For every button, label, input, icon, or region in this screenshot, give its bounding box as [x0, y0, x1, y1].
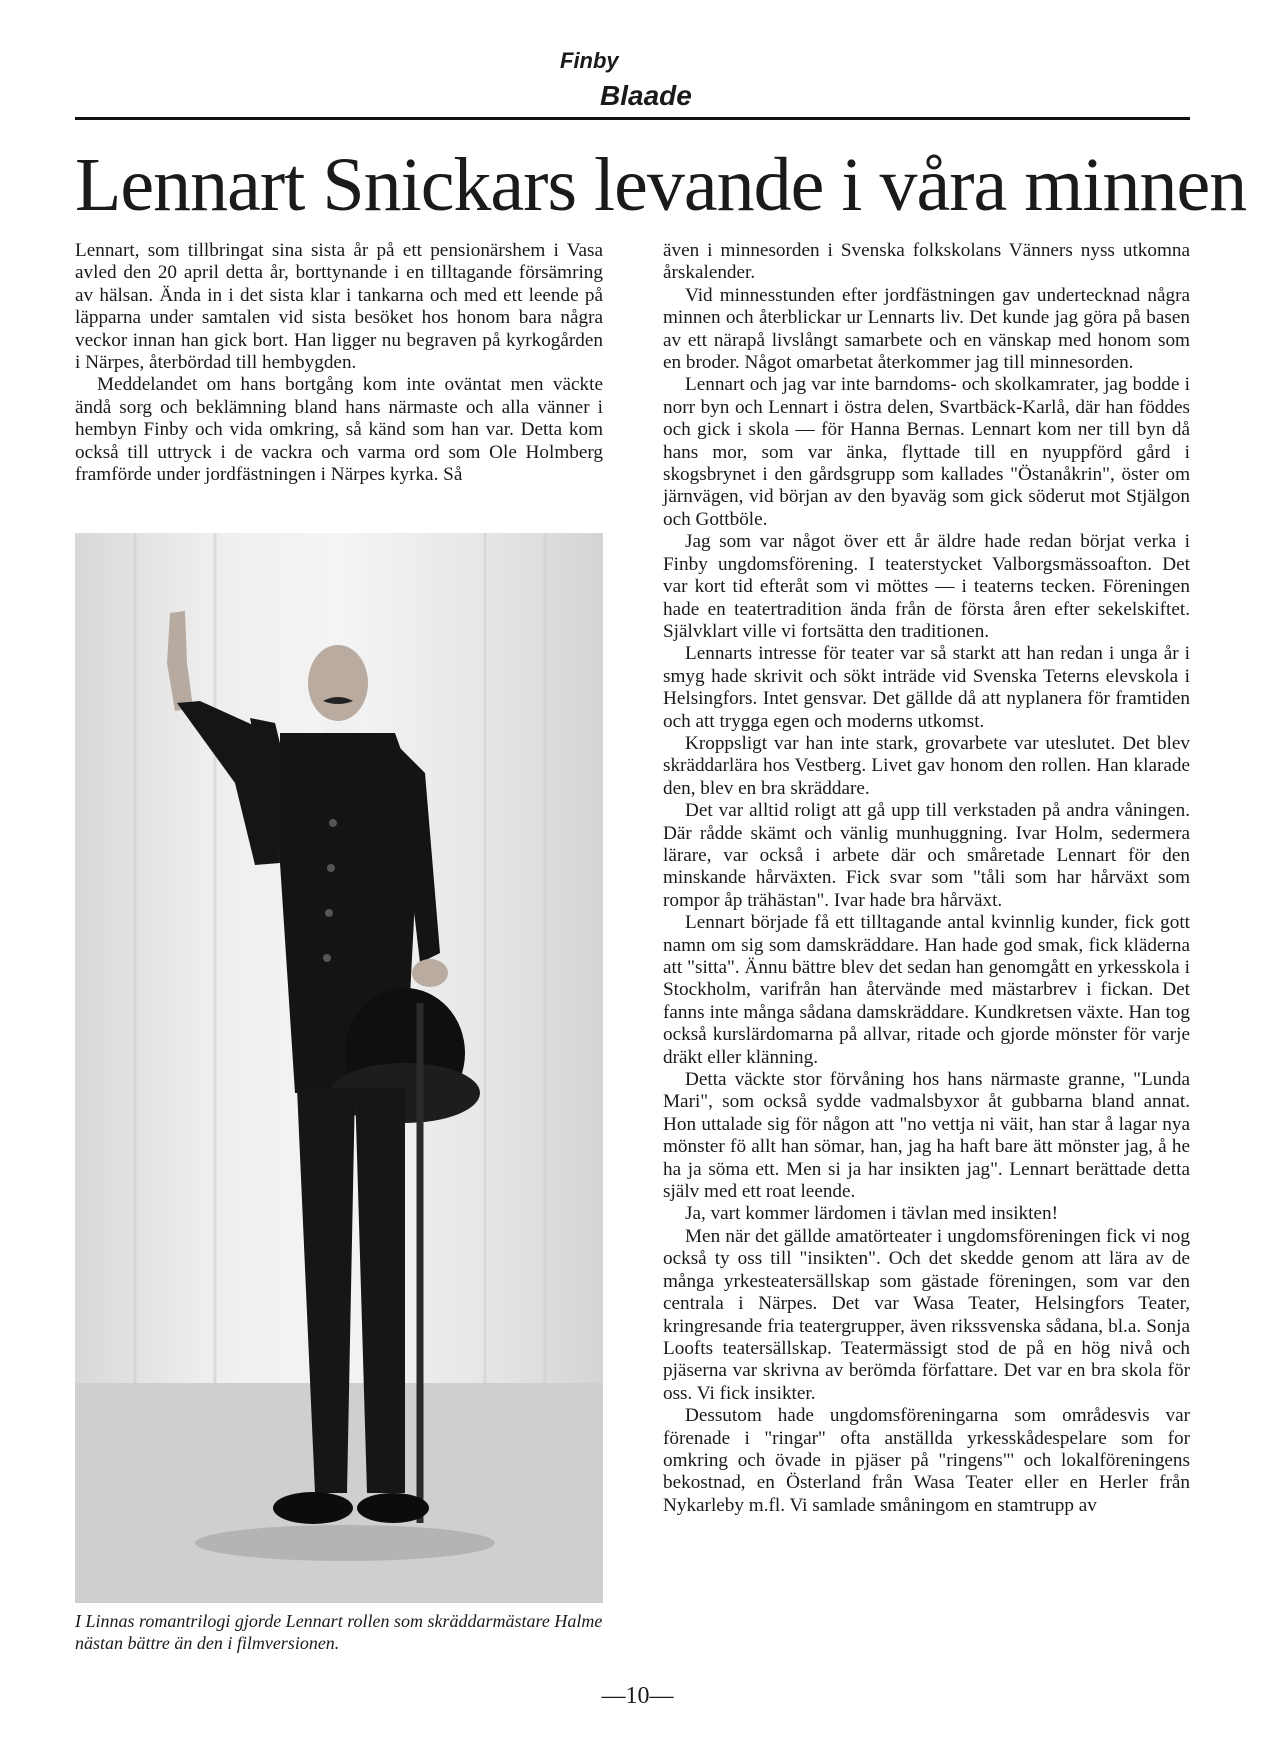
right-paragraph: Ja, vart kommer lärdomen i tävlan med insikten! [685, 1203, 1058, 1225]
article-headline: Lennart Snickars levande i våra minnen [75, 143, 1247, 227]
right-paragraph: Lennart och jag var inte barndoms- och skolkamrater, jag bodde i norr byn och Lennart i östra delen, Svartbäck-Karlå, där han föddes och gick i skola — för Hanna Bernas. Lennart kom ner till byn då hans mor, som var änka, flyttade till en nyuppförd gård i skogsbrynet i den gårdsgrupp som kallades "Östanåkrin", öster om järnvägen, vid början av den byaväg som gick söderut mot Stjälgon och Gottböle. [663, 374, 1190, 530]
left-column [75, 240, 603, 486]
right-paragraph: Dessutom hade ungdomsföreningarna som områdesvis var förenade i "ringar" ofta anställda yrkesskådespelare som for omkring och övade in pjäser på "ringens"' och lokalföreningens bekostnad, en Österland från Wasa Teater eller en Herler från Nykarleby m.fl. Vi samlade småningom en stamtrupp av [663, 1405, 1190, 1516]
left-paragraph: Lennart, som tillbringat sina sista år på ett pensionärshem i Vasa avled den 20 april detta år, borttynande i en tilltagande försämring av hälsan. Ända in i det sista klar i tankarna och med ett leende på läpparna under samtalen vid sista besöket hos honom bara några veckor innan han gick bort. Han ligger nu begraven på kyrkogården i Närpes, återbördad till hembygden. [75, 240, 603, 374]
right-paragraph: Men när det gällde amatörteater i ungdomsföreningen fick vi nog också ty oss till "insikten". Och det skedde genom att lära av de många yrkesteatersällskap som gästade föreningen, som var den centrala i Närpes. Det var Wasa Teater, Helsingfors Teater, kringresande fria teatergrupper, även rikssvenska sådana, bl.a. Sonja Loofts teatersällskap. Teatermässigt stod de på en hög nivå och pjäserna var skrivna av berömda författare. Det var en bra skola för oss. Vi fick insikter. [663, 1225, 1190, 1404]
page-number: —10— [601, 1683, 674, 1709]
right-paragraph: Detta väckte stor förvåning hos hans närmaste granne, "Lunda Mari", som också sydde vadmalsbyxor åt gubbarna bland annat. Hon uttalade sig för någon att "no vettja ni väit, han star å lagar nya mönster fö allt han sömar, han, jag ha haft bare ätt mönster jag, å he ha ja söma ett. Men si ja har insikten jag". Lennart berättade detta själv med ett roat leende. [663, 1069, 1190, 1203]
left-paragraph: Meddelandet om hans bortgång kom inte oväntat men väckte ändå sorg och beklämning bland hans närmaste och alla vänner i hembyn Finby och vida omkring, så känd som han var. Detta kom också till uttryck i de vackra och varma ord som Ole Holmberg framförde under jordfästningen i Närpes kyrka. Så [75, 374, 603, 486]
right-paragraph: Kroppsligt var han inte stark, grovarbete var uteslutet. Det blev skräddarlära hos Vestberg. Livet gav honom den rollen. Han klarade den, blev en bra skräddare. [663, 732, 1190, 799]
masthead-blaade: Blaade [600, 80, 692, 111]
right-column [663, 240, 1190, 1517]
photo-caption: I Linnas romantrilogi gjorde Lennart rollen som skräddarmästare Halme nästan bättre än den i filmversionen. [75, 1611, 603, 1653]
right-paragraph: Jag som var något över ett år äldre hade redan börjat verka i Finby ungdomsförening. I teaterstycket Valborgsmässoafton. Det var kort tid efteråt som vi möttes — i teaterns tecken. Föreningen hade en teatertradition ända från de första åren efter sekelskiftet. Självklart ville vi fortsätta den traditionen. [663, 531, 1190, 642]
man-with-hat-and-cane-illustration [75, 533, 603, 1603]
header-rule [75, 117, 1190, 120]
masthead-finby: Finby [560, 48, 619, 73]
right-paragraph: Det var alltid roligt att gå upp till verkstaden på andra våningen. Där rådde skämt och vänlig munhuggning. Ivar Holm, sedermera lärare, var också i arbete där och småretade Lennart för den minskande hårväxten. Fick svar som "tåli som har hårväxt som rompor åp trähästan". Ivar hade bra hårväxt. [663, 800, 1190, 911]
right-paragraph: Lennart började få ett tilltagande antal kvinnlig kunder, fick gott namn om sig som damskräddare. Han hade god smak, fick kläderna att "sitta". Ännu bättre blev det sedan han genomgått en yrkesskola i Stockholm, varifrån han återvände med mästarbrev i fickan. Det fanns inte många sådana damskräddare. Kundkretsen växte. Han tog också kurslärdomarna på allvar, ritade och gjorde mönster för varje dräkt eller klänning. [663, 912, 1190, 1068]
right-paragraph: Lennarts intresse för teater var så starkt att han redan i unga år i smyg hade skrivit och sökt inträde vid Svenska Teterns elevskola i Helsingfors. Intet gensvar. Det gällde då att nyplanera för framtiden och att trygga egen och moderns utkomst. [663, 643, 1190, 732]
right-paragraph: även i minnesorden i Svenska folkskolans Vänners nyss utkomna årskalender. [663, 240, 1190, 284]
right-paragraph: Vid minnesstunden efter jordfästningen gav undertecknad några minnen och återblickar ur Lennarts liv. Det kunde jag göra på basen av ett närapå livslångt samarbete och en vänskap med honom som en broder. Något omarbetat återkommer jag till minnesorden. [663, 284, 1190, 374]
portrait-photo [75, 533, 603, 1603]
